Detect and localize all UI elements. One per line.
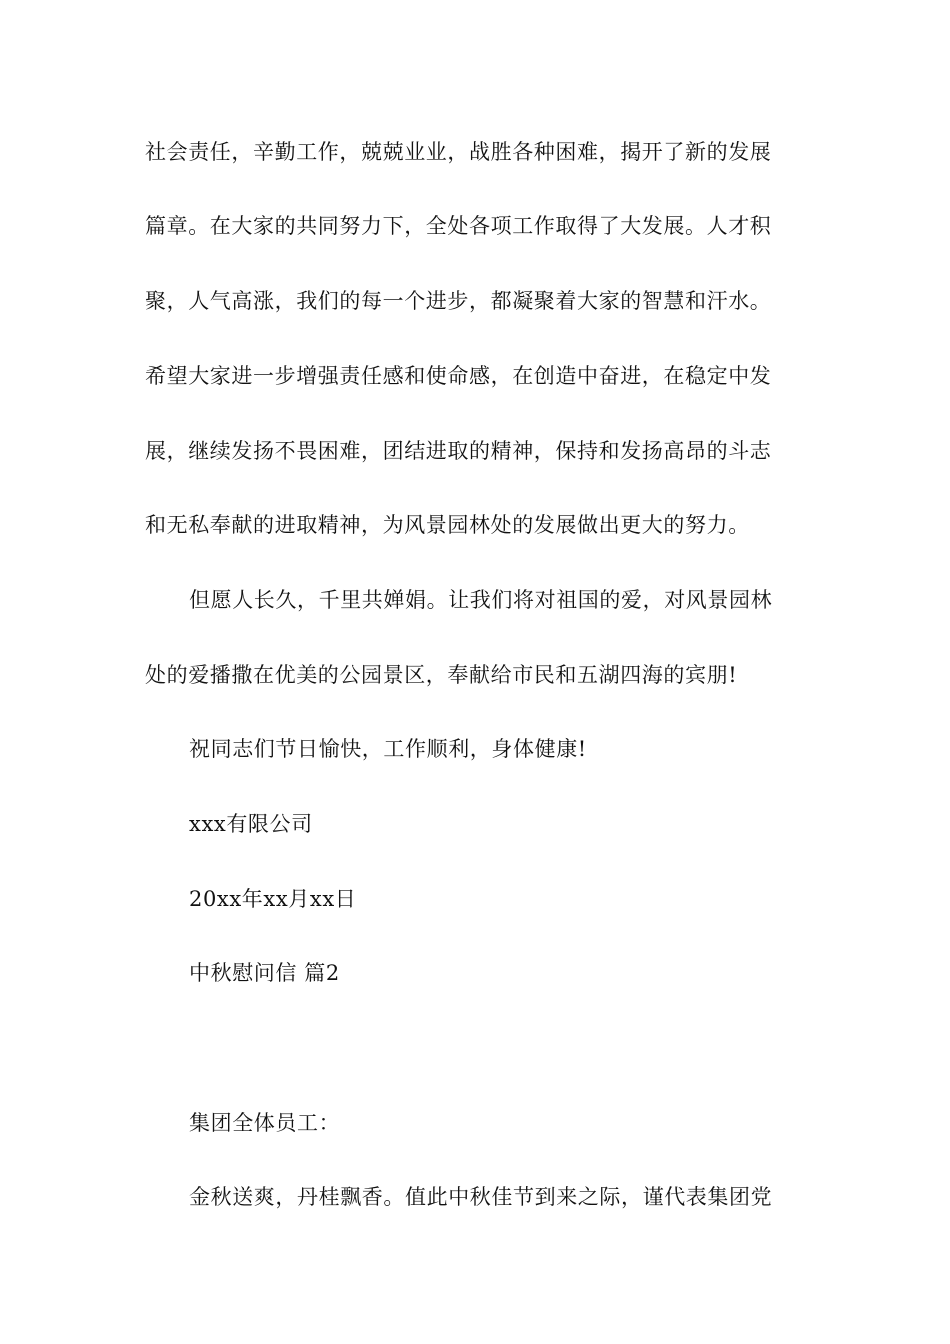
paragraph-line: 社会责任，辛勤工作，兢兢业业，战胜各种困难，揭开了新的发展 bbox=[145, 140, 772, 164]
paragraph-line: 但愿人长久，千里共婵娟。让我们将对祖国的爱，对风景园林 bbox=[189, 588, 773, 612]
paragraph-line: 聚，人气高涨，我们的每一个进步，都凝聚着大家的智慧和汗水。 bbox=[145, 289, 772, 313]
paragraph-line: 希望大家进一步增强责任感和使命感，在创造中奋进，在稳定中发 bbox=[145, 364, 772, 388]
paragraph-line: 篇章。在大家的共同努力下，全处各项工作取得了大发展。人才积 bbox=[145, 214, 772, 238]
paragraph-line: 金秋送爽，丹桂飘香。值此中秋佳节到来之际，谨代表集团党 bbox=[189, 1185, 773, 1209]
greeting-line: 祝同志们节日愉快，工作顺利，身体健康! bbox=[189, 737, 587, 761]
paragraph-line: 处的爱播撒在优美的公园景区，奉献给市民和五湖四海的宾朋! bbox=[145, 663, 738, 687]
paragraph-line: 展，继续发扬不畏困难，团结进取的精神，保持和发扬高昂的斗志 bbox=[145, 439, 772, 463]
signature-date: 20xx年xx月xx日 bbox=[189, 887, 357, 911]
paragraph-line: 和无私奉献的进取精神，为风景园林处的发展做出更大的努力。 bbox=[145, 513, 750, 537]
salutation-line: 集团全体员工： bbox=[189, 1111, 341, 1135]
section-title: 中秋慰问信 篇2 bbox=[189, 961, 340, 985]
signature-company: xxx有限公司 bbox=[189, 812, 313, 836]
